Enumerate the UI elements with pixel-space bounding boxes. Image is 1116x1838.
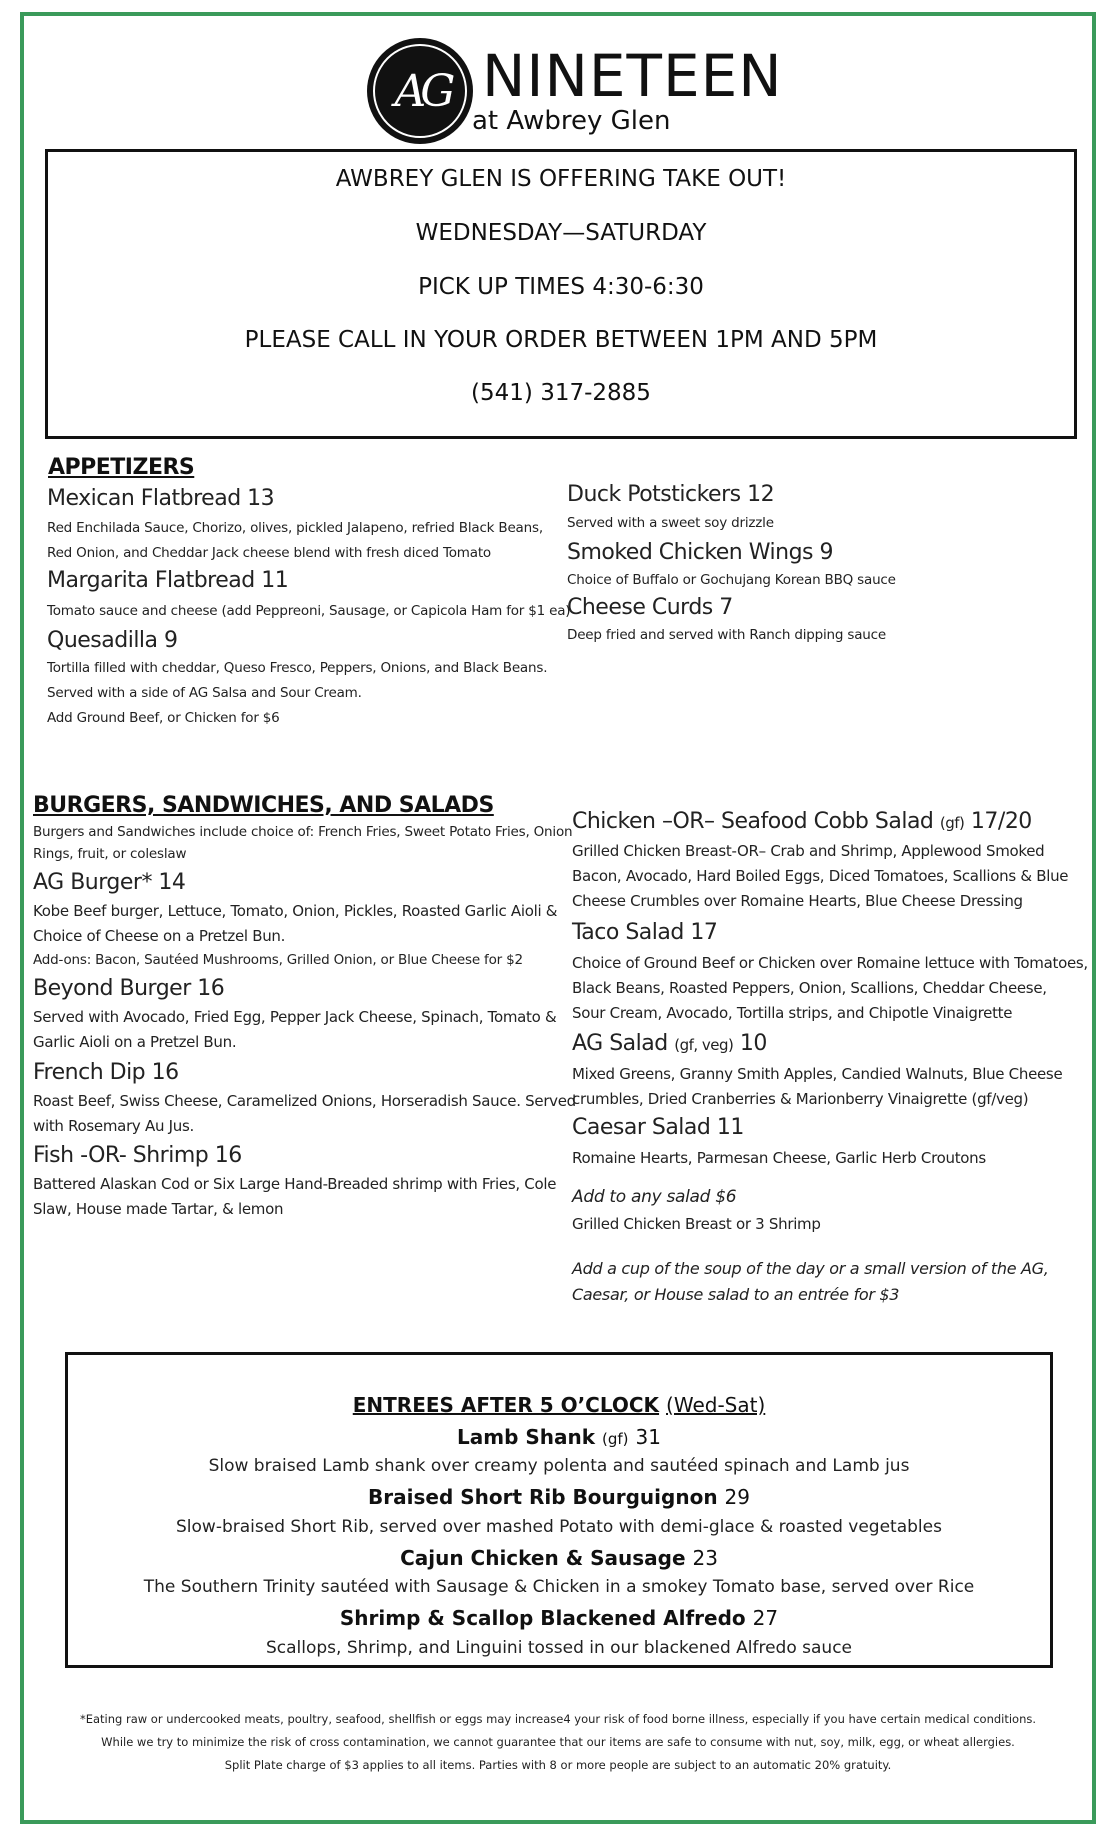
entree-lamb-shank: Lamb Shank (gf) 31 [457,1425,661,1449]
menu-item-mexican-flatbread: Mexican Flatbread 13 [47,486,275,511]
menu-item-margarita-flatbread: Margarita Flatbread 11 [47,568,289,593]
takeout-line-4: PLEASE CALL IN YOUR ORDER BETWEEN 1PM AND 5PM [244,327,878,353]
item-addons: Add-ons: Bacon, Sautéed Mushrooms, Grilled Onion, or Blue Cheese for $2 [33,952,523,968]
item-description: Battered Alaskan Cod or Six Large Hand-Breaded shrimp with Fries, Cole Slaw, House made Tartar, & lemon [33,1175,557,1218]
takeout-line-3: PICK UP TIMES 4:30-6:30 [418,274,704,300]
ag-logo-icon [367,38,473,144]
menu-item-taco-salad: Taco Salad 17 [572,920,718,945]
item-description: Tomato sauce and cheese (add Peppreoni, Sausage, or Capicola Ham for $1 ea) [47,603,571,619]
menu-item-cobb-salad: Chicken –OR– Seafood Cobb Salad (gf) 17/20 [572,809,1032,834]
add-salad-desc: Grilled Chicken Breast or 3 Shrimp [572,1215,821,1233]
item-description: Tortilla filled with cheddar, Queso Fresco, Peppers, Onions, and Black Beans. Served with a side of AG Salsa and Sour Cream. Add Ground Beef, or Chicken for $6 [47,660,548,726]
item-description: Choice of Buffalo or Gochujang Korean BBQ sauce [567,572,896,588]
item-description: Red Enchilada Sauce, Chorizo, olives, pickled Jalapeno, refried Black Beans, Red Onion, and Cheddar Jack cheese blend with fresh diced Tomato [47,520,543,561]
item-description: Kobe Beef burger, Lettuce, Tomato, Onion, Pickles, Roasted Garlic Aioli & Choice of Cheese on a Pretzel Bun. [33,902,558,945]
item-description: Served with Avocado, Fried Egg, Pepper Jack Cheese, Spinach, Tomato & Garlic Aioli on a Pretzel Bun. [33,1008,557,1051]
footer-disclaimer-1: *Eating raw or undercooked meats, poultry, seafood, shellfish or eggs may increase4 your risk of food borne illness, especially if you have certain medical conditions. [79,1712,1037,1726]
entrees-box [65,1352,1053,1668]
item-description: Romaine Hearts, Parmesan Cheese, Garlic Herb Croutons [572,1149,986,1167]
menu-item-fish-or-shrimp: Fish -OR- Shrimp 16 [33,1143,242,1168]
item-description: Deep fried and served with Ranch dipping sauce [567,627,886,643]
menu-item-smoked-chicken-wings: Smoked Chicken Wings 9 [567,540,833,565]
takeout-line-1: AWBREY GLEN IS OFFERING TAKE OUT! [335,166,787,192]
menu-item-french-dip: French Dip 16 [33,1060,179,1085]
brand-title: NINETEEN [482,42,783,110]
menu-item-duck-potstickers: Duck Potstickers 12 [567,482,775,507]
menu-item-ag-burger: AG Burger* 14 [33,870,186,895]
menu-item-caesar-salad: Caesar Salad 11 [572,1115,744,1140]
takeout-notice-box [45,149,1077,439]
entree-cajun-chicken: Cajun Chicken & Sausage 23 [400,1546,718,1570]
menu-item-cheese-curds: Cheese Curds 7 [567,595,733,620]
item-description: Served with a sweet soy drizzle [567,515,774,531]
entree-description: Slow braised Lamb shank over creamy polenta and sautéed spinach and Lamb jus [208,1456,910,1476]
item-description: Grilled Chicken Breast-OR– Crab and Shrimp, Applewood Smoked Bacon, Avocado, Hard Boiled Eggs, Diced Tomatoes, Scallions & Blue Cheese Crumbles over Romaine Hearts, Blue Cheese Dressing [572,842,1069,910]
menu-item-quesadilla: Quesadilla 9 [47,628,178,653]
add-soup-note: Add a cup of the soup of the day or a small version of the AG, Caesar, or House salad to an entrée for $3 [572,1259,1049,1304]
entree-description: The Southern Trinity sautéed with Sausage & Chicken in a smokey Tomato base, served over Rice [143,1577,975,1597]
takeout-phone: (541) 317-2885 [471,380,651,406]
item-description: Choice of Ground Beef or Chicken over Romaine lettuce with Tomatoes, Black Beans, Roasted Peppers, Onion, Scallions, Cheddar Cheese, Sour Cream, Avocado, Tortilla strips, and Chipotle Vinaigrette [572,954,1088,1022]
entree-description: Scallops, Shrimp, and Linguini tossed in our blackened Alfredo sauce [265,1638,852,1658]
appetizers-title: APPETIZERS [48,455,195,480]
takeout-line-2: WEDNESDAY—SATURDAY [415,220,707,246]
burgers-section-title: BURGERS, SANDWICHES, AND SALADS [33,793,494,818]
entrees-title: ENTREES AFTER 5 O’CLOCK (Wed-Sat) [352,1393,766,1417]
entree-shrimp-scallop-alfredo: Shrimp & Scallop Blackened Alfredo 27 [339,1606,779,1630]
footer-disclaimer-2: While we try to minimize the risk of cross contamination, we cannot guarantee that our items are safe to consume with nut, soy, milk, egg, or wheat allergies. [101,1735,1015,1749]
item-description: Mixed Greens, Granny Smith Apples, Candied Walnuts, Blue Cheese crumbles, Dried Cranberries & Marionberry Vinaigrette (gf/veg) [572,1065,1063,1108]
menu-item-ag-salad: AG Salad (gf, veg) 10 [572,1031,767,1056]
entree-description: Slow-braised Short Rib, served over mashed Potato with demi-glace & roasted vegetables [176,1517,942,1537]
footer-disclaimer-3: Split Plate charge of $3 applies to all items. Parties with 8 or more people are subject to an automatic 20% gratuity. [224,1758,892,1772]
item-description: Roast Beef, Swiss Cheese, Caramelized Onions, Horseradish Sauce. Served with Rosemary Au Jus. [33,1092,576,1135]
logo-mark: AG [394,66,450,117]
add-salad-title: Add to any salad $6 [572,1187,737,1207]
burgers-intro: Burgers and Sandwiches include choice of: French Fries, Sweet Potato Fries, Onion Rings, fruit, or coleslaw [33,824,573,862]
menu-item-beyond-burger: Beyond Burger 16 [33,976,225,1001]
brand-subtitle: at Awbrey Glen [472,106,671,136]
entree-short-rib: Braised Short Rib Bourguignon 29 [368,1485,750,1509]
